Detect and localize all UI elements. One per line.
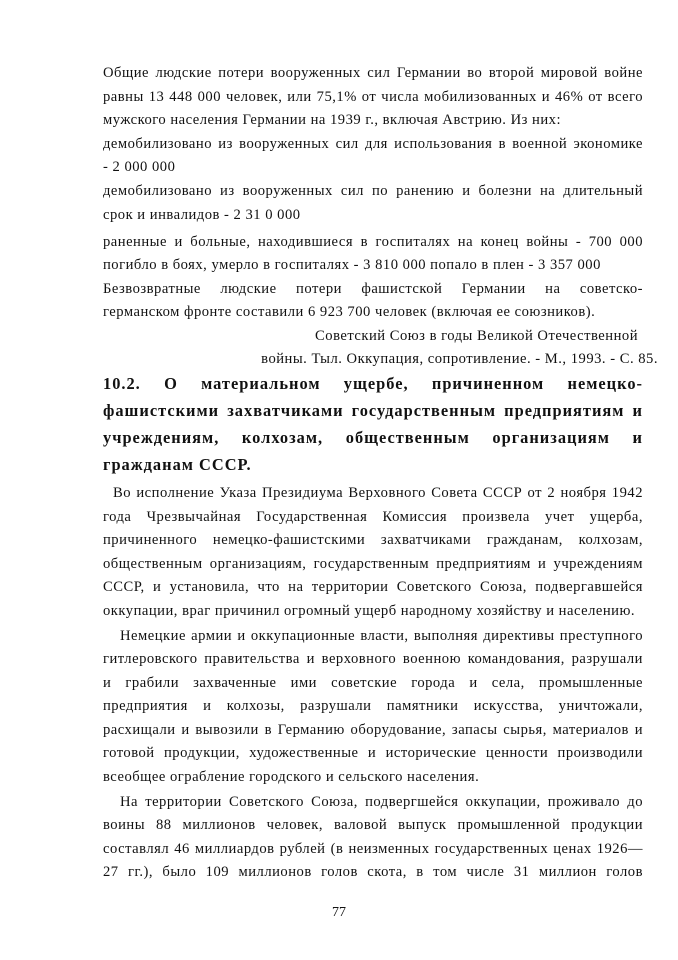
paragraph-line: предприятия и колхозы, разрушали памятники искусства, уничтожали, [103, 698, 643, 714]
page-number: 77 [332, 905, 346, 920]
losses-line: - 2 000 000 [103, 159, 176, 175]
source-citation-line: войны. Тыл. Оккупация, сопротивление. - М., 1993. - С. 85. [261, 351, 658, 367]
source-citation-line: Советский Союз в годы Великой Отечественной [315, 328, 638, 344]
paragraph-line: оккупации, враг причинил огромный ущерб народному хозяйству и населению. [103, 603, 636, 619]
losses-line: раненные и больные, находившиеся в госпиталях на конец войны - 700 000 [103, 234, 643, 250]
losses-line: мужского населения Германии на 1939 г., включая Австрию. Из них: [103, 112, 562, 128]
paragraph-line: причиненного немецко-фашистскими захватчиками гражданам, колхозам, [103, 532, 643, 548]
losses-line: демобилизовано из вооруженных сил для использования в военной экономике [103, 136, 643, 152]
losses-line: равны 13 448 000 человек, или 75,1% от числа мобилизованных и 46% от всего [103, 89, 643, 105]
paragraph-line: всеобщее ограбление городского и сельского населения. [103, 769, 480, 785]
losses-line: Общие людские потери вооруженных сил Германии во второй мировой войне [103, 65, 643, 81]
paragraph-line: Немецкие армии и оккупационные власти, выполняя директивы преступного [120, 628, 643, 644]
paragraph-line: года Чрезвычайная Государственная Комиссия произвела учет ущерба, [103, 509, 643, 525]
losses-line: срок и инвалидов - 2 31 0 000 [103, 207, 301, 223]
section-heading-line: 10.2. О материальном ущербе, причиненном немецко- [103, 374, 643, 393]
losses-line: германском фронте составили 6 923 700 человек (включая ее союзников). [103, 304, 596, 320]
paragraph-line: СССР, и установила, что на территории Советского Союза, подвергавшейся [103, 579, 643, 595]
paragraph-line: воины 88 миллионов человек, валовой выпуск промышленной продукции [103, 817, 643, 833]
paragraph-line: общественным организациям, государственным предприятиям и учреждениям [103, 556, 643, 572]
paragraph-line: составлял 46 миллиардов рублей (в неизменных государственных ценах 1926— [103, 841, 643, 857]
section-heading-line: фашистскими захватчиками государственным предприятиям и [103, 401, 643, 420]
paragraph-line: расхищали и вывозили в Германию оборудование, запасы сырья, материалов и [103, 722, 643, 738]
paragraph-line: На территории Советского Союза, подвергшейся оккупации, проживало до [120, 794, 643, 810]
paragraph-line: готовой продукции, художественные и исторические ценности производили [103, 745, 643, 761]
section-heading-line: гражданам СССР. [103, 455, 252, 474]
losses-line: демобилизовано из вооруженных сил по ранению и болезни на длительный [103, 183, 643, 199]
paragraph-line: гитлеровского правительства и верховного военною командования, разрушали [103, 651, 643, 667]
losses-line: погибло в боях, умерло в госпиталях - 3 810 000 попало в плен - 3 357 000 [103, 257, 601, 273]
paragraph-line: 27 гг.), было 109 миллионов голов скота, в том числе 31 миллион голов [103, 864, 643, 880]
section-heading-line: учреждениям, колхозам, общественным организациям и [103, 428, 643, 447]
losses-line: Безвозвратные людские потери фашистской Германии на советско- [103, 281, 643, 297]
paragraph-line: и грабили захваченные ими советские города и села, промышленные [103, 675, 643, 691]
paragraph-line: Во исполнение Указа Президиума Верховного Совета СССР от 2 ноября 1942 [113, 485, 643, 501]
